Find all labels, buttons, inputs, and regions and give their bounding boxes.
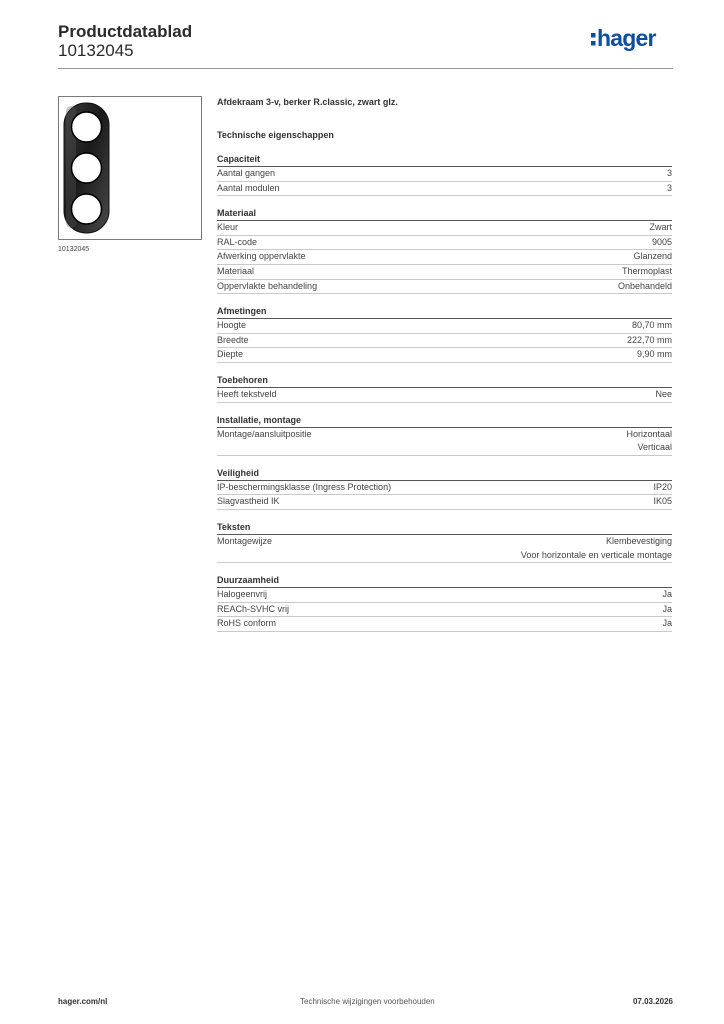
product-image-caption: 10132045 bbox=[58, 246, 90, 253]
spec-row bbox=[217, 334, 672, 349]
spec-value: Nee bbox=[655, 388, 672, 399]
spec-label: RAL-code bbox=[217, 236, 258, 247]
spec-values bbox=[662, 588, 672, 602]
spec-row bbox=[217, 348, 672, 363]
spec-row bbox=[217, 167, 672, 182]
hager-logo bbox=[591, 24, 673, 58]
section-title: Afmetingen bbox=[217, 305, 672, 319]
specs-heading: Technische eigenschappen bbox=[217, 130, 334, 140]
spec-value: Zwart bbox=[649, 222, 672, 233]
document-number: 10132045 bbox=[58, 41, 134, 60]
spec-section bbox=[217, 374, 672, 403]
spec-label: Montage/aansluitpositie bbox=[217, 428, 312, 439]
spec-content bbox=[217, 96, 672, 643]
cover-frame-illustration bbox=[59, 97, 201, 239]
spec-label: Heeft tekstveld bbox=[217, 388, 277, 399]
spec-section bbox=[217, 414, 672, 456]
spec-value: 80,70 mm bbox=[631, 320, 672, 331]
spec-row bbox=[217, 319, 672, 334]
logo-wordmark: hager bbox=[597, 25, 656, 51]
spec-label: Kleur bbox=[217, 222, 239, 233]
spec-label: Aantal gangen bbox=[217, 168, 276, 178]
spec-row bbox=[217, 250, 672, 265]
header-divider bbox=[58, 68, 673, 69]
spec-label: Halogeenvrij bbox=[217, 589, 268, 600]
spec-value: Onbehandeld bbox=[617, 280, 672, 291]
spec-row bbox=[217, 495, 672, 510]
section-title: Duurzaamheid bbox=[217, 574, 672, 588]
spec-values bbox=[667, 182, 672, 196]
section-title: Toebehoren bbox=[217, 374, 672, 388]
spec-value: Voor horizontale en verticale montage bbox=[520, 549, 672, 560]
spec-row bbox=[217, 588, 672, 603]
spec-value: Ja bbox=[662, 603, 672, 614]
document-title: Productdatablad bbox=[58, 22, 193, 41]
spec-label: Breedte bbox=[217, 334, 249, 345]
spec-value: 222,70 mm bbox=[626, 334, 672, 345]
spec-label: Diepte bbox=[217, 349, 244, 360]
spec-value: IK05 bbox=[653, 496, 672, 507]
spec-values bbox=[653, 495, 672, 509]
spec-value: Thermoplast bbox=[621, 265, 672, 276]
spec-value: Horizontaal bbox=[626, 428, 672, 439]
spec-values bbox=[655, 388, 672, 402]
spec-sections bbox=[217, 153, 672, 632]
spec-row bbox=[217, 388, 672, 403]
spec-value: Verticaal bbox=[637, 442, 672, 453]
footer-website: hager.com/nl bbox=[58, 997, 108, 1006]
spec-value: Ja bbox=[662, 589, 672, 600]
spec-label: RoHS conform bbox=[217, 618, 277, 629]
spec-row bbox=[217, 280, 672, 295]
spec-values bbox=[627, 334, 672, 348]
spec-label: Afwerking oppervlakte bbox=[217, 251, 306, 262]
footer-date: 07.03.2026 bbox=[632, 997, 673, 1006]
spec-value: Klembevestiging bbox=[605, 535, 672, 546]
spec-values bbox=[662, 603, 672, 617]
spec-values bbox=[622, 265, 672, 279]
spec-label: Aantal modulen bbox=[217, 182, 280, 193]
spec-values bbox=[626, 428, 672, 455]
spec-label: Hoogte bbox=[217, 320, 247, 331]
spec-row bbox=[217, 265, 672, 280]
spec-row bbox=[217, 182, 672, 197]
section-title: Capaciteit bbox=[217, 153, 672, 167]
spec-label: Materiaal bbox=[217, 265, 255, 276]
spec-row bbox=[217, 236, 672, 251]
spec-values bbox=[632, 319, 672, 333]
product-title: Afdekraam 3-v, berker R.classic, zwart glz. bbox=[217, 97, 398, 107]
spec-values bbox=[653, 481, 672, 495]
spec-values bbox=[633, 250, 672, 264]
spec-label: IP-beschermingsklasse (Ingress Protection) bbox=[217, 481, 392, 492]
spec-row bbox=[217, 428, 672, 456]
spec-value: 9,90 mm bbox=[636, 349, 672, 360]
spec-section bbox=[217, 305, 672, 363]
spec-section bbox=[217, 207, 672, 294]
spec-value: IP20 bbox=[653, 481, 672, 492]
spec-value: 3 bbox=[666, 168, 672, 178]
spec-values bbox=[662, 617, 672, 631]
spec-values bbox=[618, 280, 672, 294]
section-title: Materiaal bbox=[217, 207, 672, 221]
spec-section bbox=[217, 467, 672, 510]
section-title: Veiligheid bbox=[217, 467, 672, 481]
product-image bbox=[58, 96, 202, 240]
spec-row bbox=[217, 535, 672, 563]
spec-section bbox=[217, 574, 672, 632]
spec-values bbox=[650, 221, 673, 235]
spec-value: Ja bbox=[662, 618, 672, 629]
spec-value: 9005 bbox=[651, 236, 672, 247]
spec-row bbox=[217, 603, 672, 618]
spec-row bbox=[217, 481, 672, 496]
spec-values bbox=[521, 535, 672, 562]
footer-disclaimer: Technische wijzigingen voorbehouden bbox=[300, 997, 435, 1006]
spec-label: Oppervlakte behandeling bbox=[217, 280, 318, 291]
spec-values bbox=[637, 348, 672, 362]
section-title: Installatie, montage bbox=[217, 414, 672, 428]
spec-label: REACh-SVHC vrij bbox=[217, 603, 290, 614]
spec-section bbox=[217, 521, 672, 563]
spec-value: 3 bbox=[666, 182, 672, 193]
spec-label: Slagvastheid IK bbox=[217, 496, 280, 507]
spec-value: Glanzend bbox=[633, 251, 672, 262]
section-title: Teksten bbox=[217, 521, 672, 535]
spec-values bbox=[667, 167, 672, 181]
spec-label: Montagewijze bbox=[217, 535, 273, 546]
spec-section bbox=[217, 153, 672, 196]
spec-row bbox=[217, 617, 672, 632]
spec-values bbox=[652, 236, 672, 250]
spec-row bbox=[217, 221, 672, 236]
